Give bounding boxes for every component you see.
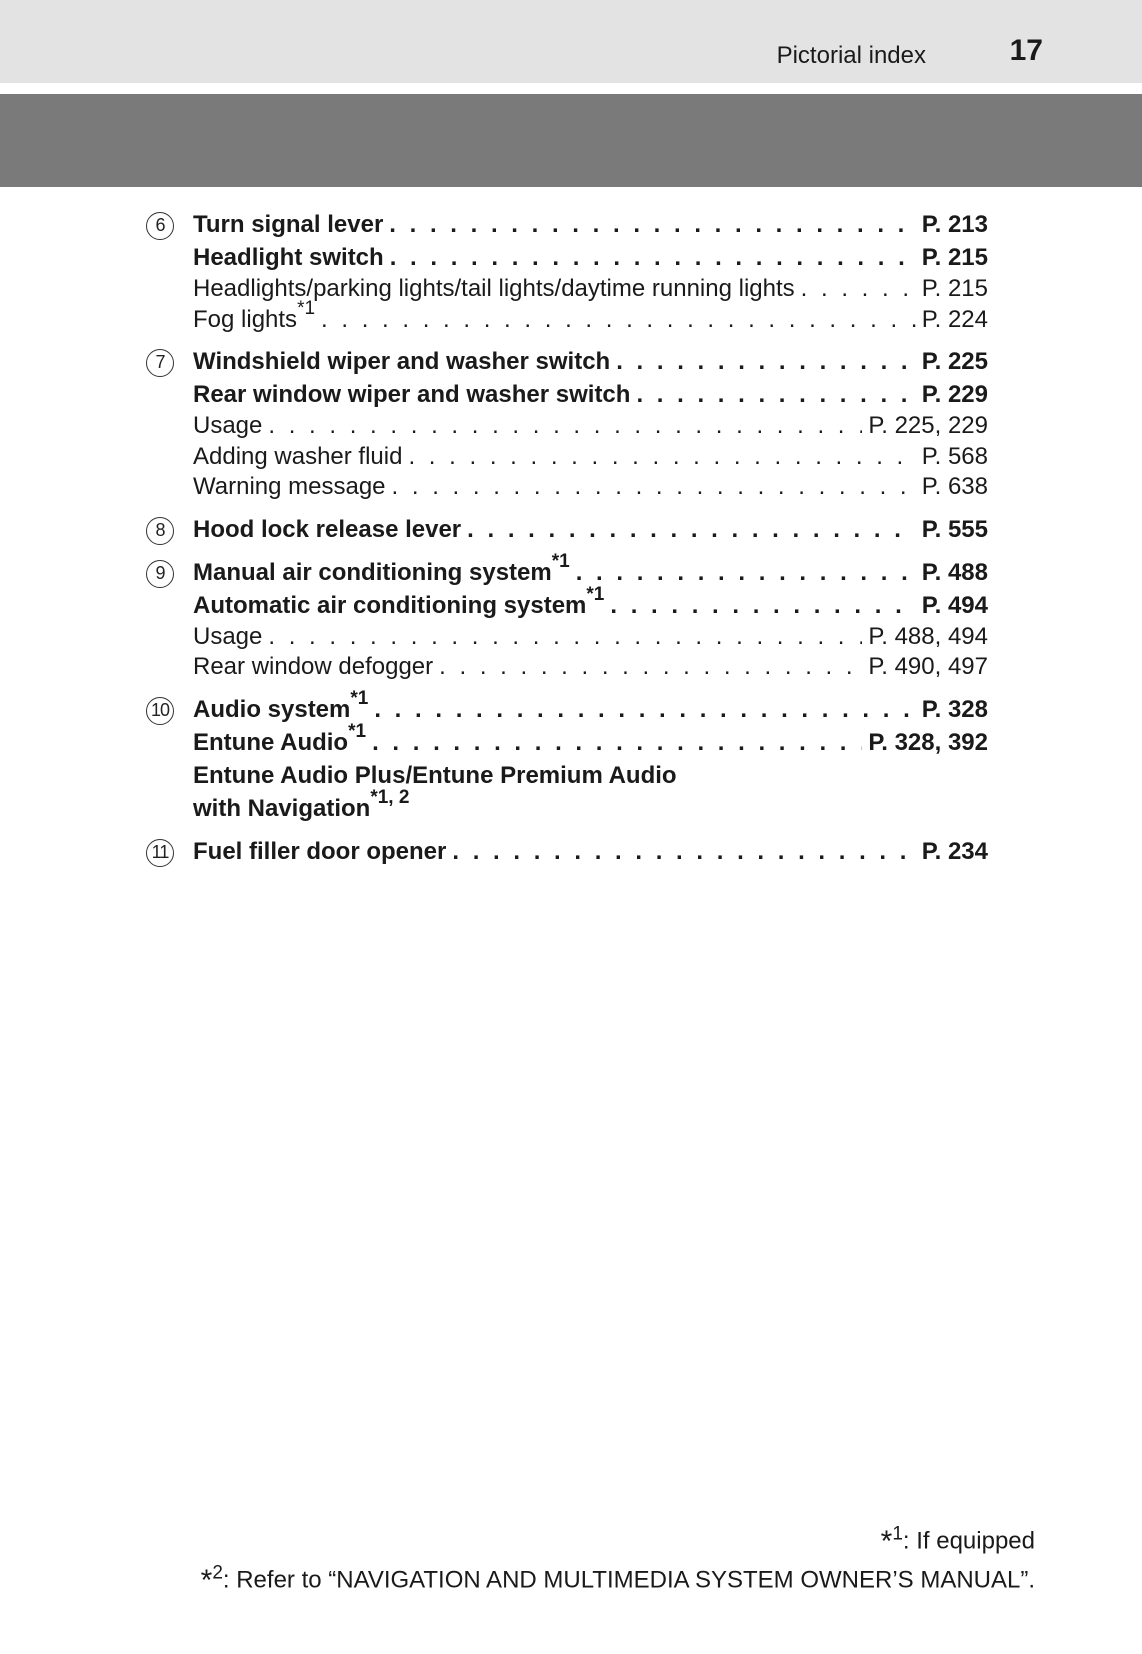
entry-label [193, 652, 433, 683]
entry-label-text: Rear window wiper and washer switch [193, 381, 631, 408]
index-entry[interactable] [193, 241, 988, 274]
index-entry[interactable] [193, 786, 988, 825]
index-entry[interactable] [193, 378, 988, 411]
entry-label [193, 472, 386, 503]
entry-page-ref[interactable]: P. 225, 229 [868, 412, 988, 439]
entry-label [193, 583, 605, 622]
entry-label-text: Turn signal lever [193, 211, 384, 238]
leader-dots [616, 345, 916, 378]
leader-dots [801, 274, 916, 305]
footnote-refer-manual [201, 1564, 1035, 1598]
entry-page-ref[interactable]: P. 225 [921, 348, 988, 375]
entry-label-text: Entune Audio Plus/Entune Premium Audio [193, 761, 677, 789]
index-entry[interactable] [193, 297, 988, 336]
index-group [146, 345, 988, 503]
leader-dots [392, 472, 916, 503]
entry-label-text: Headlight switch [193, 244, 384, 271]
entry-label [193, 786, 410, 825]
entry-label [193, 835, 446, 868]
leader-dots [389, 208, 915, 241]
index-entry[interactable] [193, 345, 988, 378]
footnote-ref: *1, 2 [370, 786, 410, 808]
entry-label [193, 513, 461, 546]
entry-page-ref[interactable]: P. 488 [921, 558, 988, 586]
index-entry[interactable] [193, 513, 988, 546]
entry-label-text: Entune Audio [193, 728, 349, 756]
entry-label [193, 208, 383, 241]
entry-label-text: Windshield wiper and washer switch [193, 348, 611, 375]
footnote-ref: *1 [551, 550, 570, 572]
index-entry[interactable] [193, 687, 988, 726]
entry-page-ref[interactable]: P. 215 [921, 275, 988, 302]
footnote-mark: 1 [892, 1523, 903, 1545]
section-title: Pictorial index [776, 42, 926, 69]
index-entry[interactable] [193, 759, 988, 792]
entry-label-text: with Navigation [193, 794, 371, 822]
entry-label [193, 442, 402, 473]
entry-label-text: Headlights/parking lights/tail lights/daytime running lights [193, 275, 795, 302]
item-number-badge: 9 [146, 560, 174, 588]
index-entry[interactable] [193, 472, 988, 503]
entry-label-text: Adding washer fluid [193, 442, 403, 470]
footnote-ref: *1 [297, 297, 316, 319]
entry-page-ref[interactable]: P. 215 [921, 244, 988, 271]
entry-label-text: Fog lights [193, 305, 298, 333]
footnote-if-equipped [881, 1525, 1035, 1559]
leader-dots [610, 589, 915, 622]
entry-page-ref[interactable]: P. 213 [921, 211, 988, 238]
entry-label-text: Audio system [193, 695, 351, 723]
asterisk-icon: * [880, 1525, 893, 1558]
entry-label [193, 411, 262, 442]
index-entry[interactable] [193, 411, 988, 442]
leader-dots [636, 378, 915, 411]
index-entry[interactable] [193, 442, 988, 473]
entry-page-ref[interactable]: P. 490, 497 [868, 653, 988, 680]
item-number-badge: 8 [146, 517, 174, 545]
entry-page-ref[interactable]: P. 234 [921, 837, 988, 865]
asterisk-icon: * [200, 1564, 213, 1597]
entry-label [193, 687, 369, 726]
entry-label [193, 720, 367, 759]
footnote-text: : If equipped [902, 1527, 1035, 1555]
footnote-ref: *1 [348, 720, 367, 742]
leader-dots [576, 556, 916, 589]
index-entry[interactable] [193, 720, 988, 759]
entry-label [193, 241, 384, 274]
entry-page-ref[interactable]: P. 555 [921, 515, 988, 543]
index-group [146, 550, 988, 683]
footnote-text: : Refer to “NAVIGATION AND MULTIMEDIA SYSTEM OWNER’S MANUAL”. [222, 1566, 1035, 1594]
index-group [146, 835, 988, 868]
leader-dots [408, 442, 915, 473]
entry-label-text: Rear window defogger [193, 653, 434, 680]
entry-label-text: Usage [193, 622, 263, 650]
leader-dots [390, 241, 916, 274]
index-entry[interactable] [193, 583, 988, 622]
item-number-badge: 10 [146, 697, 174, 725]
entry-page-ref[interactable]: P. 638 [921, 473, 988, 500]
leader-dots [268, 411, 862, 442]
entry-page-ref[interactable]: P. 488, 494 [868, 622, 988, 650]
leader-dots [268, 622, 862, 653]
entry-page-ref[interactable]: P. 224 [921, 305, 988, 333]
index-entry[interactable] [193, 622, 988, 653]
footnote-ref: *1 [586, 583, 605, 605]
leader-dots [439, 652, 862, 683]
entry-label [193, 274, 795, 305]
index-group [146, 208, 988, 335]
header-band [0, 0, 1142, 83]
entry-label [193, 759, 677, 792]
leader-dots [467, 513, 916, 546]
entry-page-ref[interactable]: P. 568 [921, 442, 988, 470]
entry-page-ref[interactable]: P. 328, 392 [868, 728, 988, 756]
entry-page-ref[interactable]: P. 229 [921, 381, 988, 408]
entry-page-ref[interactable]: P. 494 [921, 591, 988, 619]
index-group [146, 687, 988, 825]
index-entry[interactable] [193, 208, 988, 241]
entry-label-text: Usage [193, 412, 263, 439]
index-entry[interactable] [193, 835, 988, 868]
pictorial-index-list [146, 208, 988, 878]
leader-dots [321, 305, 916, 336]
item-number-badge: 6 [146, 212, 174, 240]
item-number-badge: 11 [146, 839, 174, 867]
page-number: 17 [1009, 34, 1043, 67]
entry-label-text: Hood lock release lever [193, 515, 462, 543]
entry-label [193, 378, 630, 411]
entry-label-text: Automatic air conditioning system [193, 591, 587, 619]
leader-dots [452, 835, 915, 868]
entry-label [193, 622, 262, 653]
entry-label [193, 297, 316, 336]
section-banner [0, 94, 1142, 187]
entry-page-ref[interactable]: P. 328 [921, 695, 988, 723]
header-divider [0, 83, 1142, 94]
entry-label-text: Warning message [193, 473, 386, 500]
entry-label [193, 345, 610, 378]
leader-dots [374, 693, 915, 726]
footnote-mark: 2 [212, 1562, 223, 1584]
entry-label-text: Manual air conditioning system [193, 558, 552, 586]
item-number-badge: 7 [146, 349, 174, 377]
entry-label [193, 550, 570, 589]
index-entry[interactable] [193, 652, 988, 683]
entry-label-text: Fuel filler door opener [193, 837, 447, 865]
footnote-ref: *1 [350, 687, 369, 709]
leader-dots [372, 726, 862, 759]
index-group [146, 513, 988, 546]
